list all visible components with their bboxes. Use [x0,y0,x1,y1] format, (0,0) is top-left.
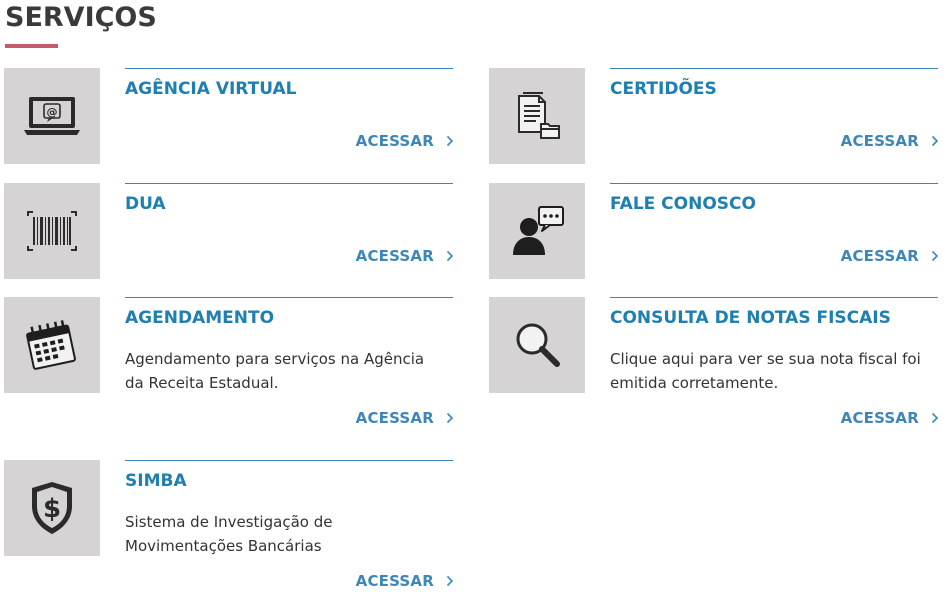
chevron-right-icon [446,575,454,587]
service-icon-box[interactable] [4,460,100,556]
access-label: ACESSAR [355,247,434,265]
card-title: CERTIDÕES [610,79,717,99]
card-divider [125,297,453,298]
card-title: AGENDAMENTO [125,308,275,328]
access-label: ACESSAR [355,132,434,150]
service-card-fale-conosco [489,183,939,293]
access-label: ACESSAR [355,572,434,590]
service-icon-box[interactable] [4,297,100,393]
magnifier-icon [505,313,569,377]
card-title: FALE CONOSCO [610,194,756,214]
card-description: Sistema de Investigação de Movimentações Bancárias [125,513,333,555]
person-chat-icon [505,199,569,263]
access-button[interactable] [356,132,454,150]
card-title: SIMBA [125,471,187,491]
service-icon-box[interactable] [489,68,585,164]
card-description: Agendamento para serviços na Agência da Receita Estadual. [125,350,425,392]
access-button[interactable] [356,572,454,590]
access-button[interactable] [841,409,939,427]
service-icon-box[interactable] [489,297,585,393]
chevron-right-icon [446,135,454,147]
service-icon-box[interactable] [4,68,100,164]
chevron-right-icon [931,250,939,262]
chevron-right-icon [931,135,939,147]
chevron-right-icon [446,412,454,424]
access-button[interactable] [356,247,454,265]
chevron-right-icon [931,412,939,424]
card-divider [610,183,938,184]
service-card-simba [4,460,454,595]
svg-text:$: $ [42,494,62,524]
barcode-icon [20,199,84,263]
access-button[interactable] [356,409,454,427]
card-divider [610,68,938,69]
card-description: Clique aqui para ver se sua nota fiscal foi emitida corretamente. [610,350,921,392]
documents-folder-icon [505,84,569,148]
service-card-dua [4,183,454,293]
card-divider [125,183,453,184]
access-label: ACESSAR [355,409,434,427]
dollar-shield-icon [20,476,84,540]
chevron-right-icon [446,250,454,262]
card-title: CONSULTA DE NOTAS FISCAIS [610,308,891,328]
service-card-agencia-virtual [4,68,454,178]
service-card-certidoes [489,68,939,178]
access-button[interactable] [841,132,939,150]
access-label: ACESSAR [840,132,919,150]
laptop-at-icon [20,84,84,148]
service-icon-box[interactable] [489,183,585,279]
card-divider [125,460,453,461]
access-label: ACESSAR [840,409,919,427]
card-title: AGÊNCIA VIRTUAL [125,79,297,99]
card-divider [610,297,938,298]
access-button[interactable] [841,247,939,265]
title-underline [5,44,58,48]
svg-text:@: @ [46,105,58,119]
access-label: ACESSAR [840,247,919,265]
card-title: DUA [125,194,166,214]
service-card-agendamento [4,297,454,432]
card-divider [125,68,453,69]
page-title: SERVIÇOS [5,2,157,33]
service-card-consulta-notas-fiscais [489,297,939,432]
calendar-icon [20,313,84,377]
service-icon-box[interactable] [4,183,100,279]
